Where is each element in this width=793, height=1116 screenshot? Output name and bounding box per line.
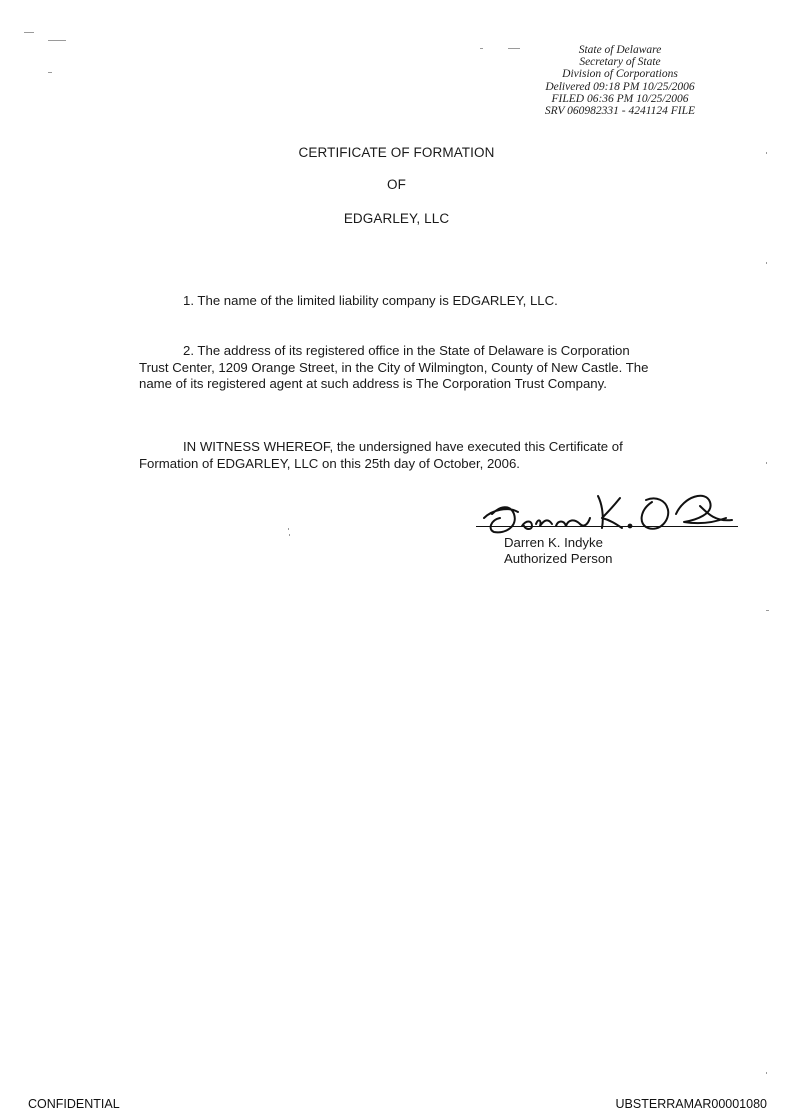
handwritten-signature: [470, 484, 740, 540]
stamp-line-state: State of Delaware: [578, 44, 662, 56]
filing-stamp: [500, 44, 740, 117]
scan-speck: [766, 262, 767, 264]
document-title-of: OF: [387, 177, 406, 192]
scan-speck: [766, 462, 767, 464]
stamp-line-delivered: Delivered 09:18 PM 10/25/2006: [545, 80, 695, 93]
scan-speck: [480, 48, 483, 49]
signature-line: [476, 526, 738, 527]
scan-speck: [48, 72, 52, 73]
scan-speck: [766, 610, 769, 611]
scan-speck: [48, 40, 66, 41]
document-title: CERTIFICATE OF FORMATION: [298, 145, 495, 160]
paragraph-witness: IN WITNESS WHEREOF, the undersigned have executed this Certificate of Formation of EDGARLEY, LLC on this 25th day of October, 2006.: [139, 439, 623, 471]
stamp-line-secretary: Secretary of State: [579, 56, 661, 69]
scan-speck: [24, 32, 34, 33]
scan-speck: [508, 48, 520, 49]
scan-speck: [766, 152, 767, 154]
footer-confidential: CONFIDENTIAL: [28, 1097, 120, 1111]
signer-role: Authorized Person: [504, 551, 613, 566]
company-name-heading: EDGARLEY, LLC: [343, 211, 450, 226]
scan-speck: [289, 534, 290, 536]
signer-name: Darren K. Indyke: [504, 535, 603, 550]
scan-speck: [288, 528, 289, 530]
stamp-line-srv: SRV 060982331 - 4241124 FILE: [544, 105, 696, 118]
stamp-line-division: Division of Corporations: [562, 68, 678, 81]
stamp-line-filed: FILED 06:36 PM 10/25/2006: [551, 92, 689, 105]
scan-speck: [766, 1072, 767, 1074]
paragraph-name: 1. The name of the limited liability company is EDGARLEY, LLC.: [183, 293, 558, 308]
footer-bates-number: UBSTERRAMAR00001080: [615, 1097, 767, 1111]
paragraph-address: 2. The address of its registered office in the State of Delaware is Corporation Trust Center, 1209 Orange Street, in the City of Wilmington, County of New Castle. The name of its registered agent at such address is The Corporation Trust Company.: [139, 343, 649, 391]
